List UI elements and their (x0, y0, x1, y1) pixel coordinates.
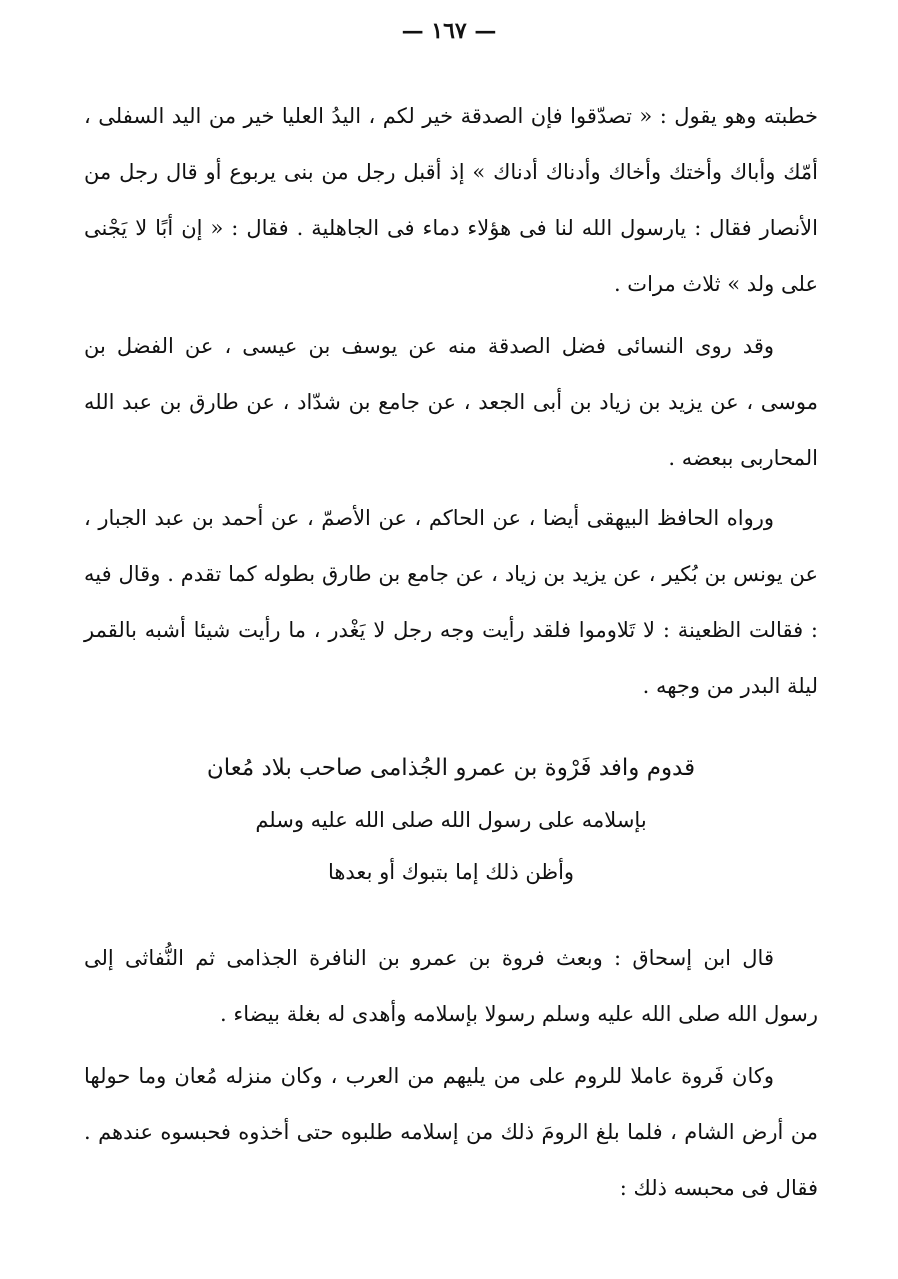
section-heading (84, 742, 818, 898)
heading-line-3: وأظن ذلك إما بتبوك أو بعدها (327, 860, 575, 884)
paragraph-2-block (84, 318, 818, 486)
paragraph-5: وكان فَروة عاملا للروم على من يليهم من العرب ، وكان منزله مُعان وما حولها من أرض الشام ، فلما بلغ الرومَ ذلك من إسلامه طلبوه حتى أخذوه فحبسوه عندهم . فقال فى محبسه ذلك : (84, 1064, 818, 1200)
paragraph-5-block (84, 1048, 818, 1216)
paragraph-1-block (84, 88, 818, 312)
paragraph-1: خطبته وهو يقول : « تصدّقوا فإن الصدقة خير لكم ، اليدُ العليا خير من اليد السفلى ، أمّك وأباك وأختك وأخاك وأدناك أدناك » إذ أقبل رجل من بنى يربوع أو قال رجل من الأنصار فقال : يارسول الله لنا فى هؤلاء دماء فى الجاهلية . فقال : « إن أبًا لا يَجْنى على ولد » ثلاث مرات . (84, 104, 818, 296)
heading-line-2: بإسلامه على رسول الله صلى الله عليه وسلم (255, 808, 647, 832)
paragraph-4: قال ابن إسحاق : وبعث فروة بن عمرو بن النافرة الجذامى ثم النُّفاثى إلى رسول الله صلى الله عليه وسلم رسولا بإسلامه وأهدى له بغلة بيضاء . (84, 946, 818, 1026)
page-number: — ١٦٧ — (401, 18, 497, 44)
paragraph-2: وقد روى النسائى فضل الصدقة منه عن يوسف بن عيسى ، عن الفضل بن موسى ، عن يزيد بن زياد بن أبى الجعد ، عن جامع بن شدّاد ، عن طارق بن عبد الله المحاربى ببعضه . (84, 334, 818, 470)
paragraph-4-block (84, 930, 818, 1042)
heading-line-1: قدوم وافد فَرْوة بن عمرو الجُذامى صاحب بلاد مُعان (206, 755, 696, 781)
paragraph-3: ورواه الحافظ البيهقى أيضا ، عن الحاكم ، عن الأصمّ ، عن أحمد بن عبد الجبار ، عن يونس بن بُكير ، عن يزيد بن زياد ، عن جامع بن طارق بطوله كما تقدم . وقال فيه : فقالت الظعينة : لا تَلاوموا فلقد رأيت وجه رجل لا يَغْدر ، ما رأيت شيئا أشبه بالقمر ليلة البدر من وجهه . (84, 506, 818, 698)
paragraph-3-block (84, 490, 818, 714)
